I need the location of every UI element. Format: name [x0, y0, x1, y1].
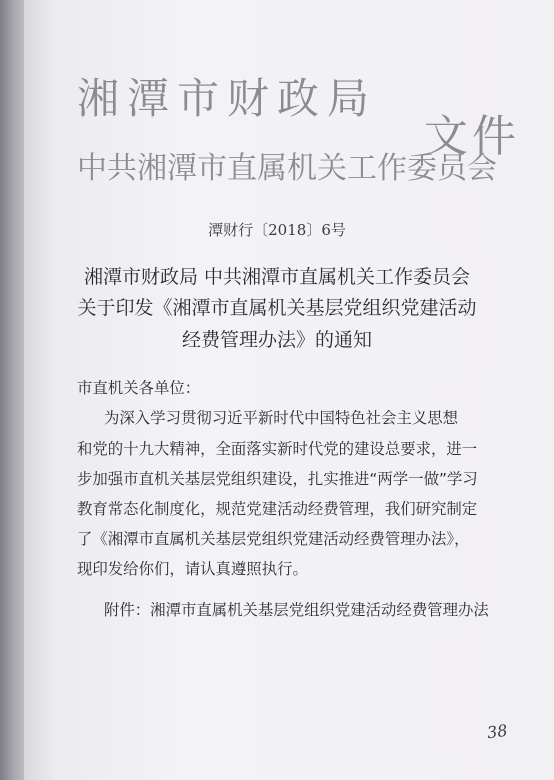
body-line: 为深入学习贯彻习近平新时代中国特色社会主义思想 [104, 409, 458, 427]
salutation: 市直机关各单位： [77, 379, 201, 397]
issuing-org-1: 湘潭市财政局 [77, 74, 378, 123]
body-line: 步加强市直机关基层党组织建设，扎实推进“两学一做”学习 [77, 470, 478, 488]
body-line: 教育常态化制度化，规范党建活动经费管理，我们研究制定 [77, 500, 478, 518]
document-number: 潭财行〔2018〕6号 [208, 221, 346, 239]
body-line: 和党的十九大精神，全面落实新时代党的建设总要求，进一 [77, 440, 478, 458]
title-line-3: 经费管理办法》的通知 [181, 329, 372, 351]
issuing-org-2: 中共湘潭市直属机关工作委员会 [77, 151, 497, 186]
handwritten-page-number: 38 [485, 720, 509, 743]
body-line: 现印发给你们，请认真遵照执行。 [77, 560, 308, 578]
title-line-2: 关于印发《湘潭市直属机关基层党组织党建活动 [77, 297, 477, 319]
body-line: 了《湘潭市直属机关基层党组织党建活动经费管理办法》， [77, 530, 470, 548]
document-suffix: 文件 [424, 111, 520, 162]
attachment-line: 附件：湘潭市直属机关基层党组织党建活动经费管理办法 [104, 601, 489, 619]
title-line-1: 湘潭市财政局 中共湘潭市直属机关工作委员会 [83, 266, 471, 288]
